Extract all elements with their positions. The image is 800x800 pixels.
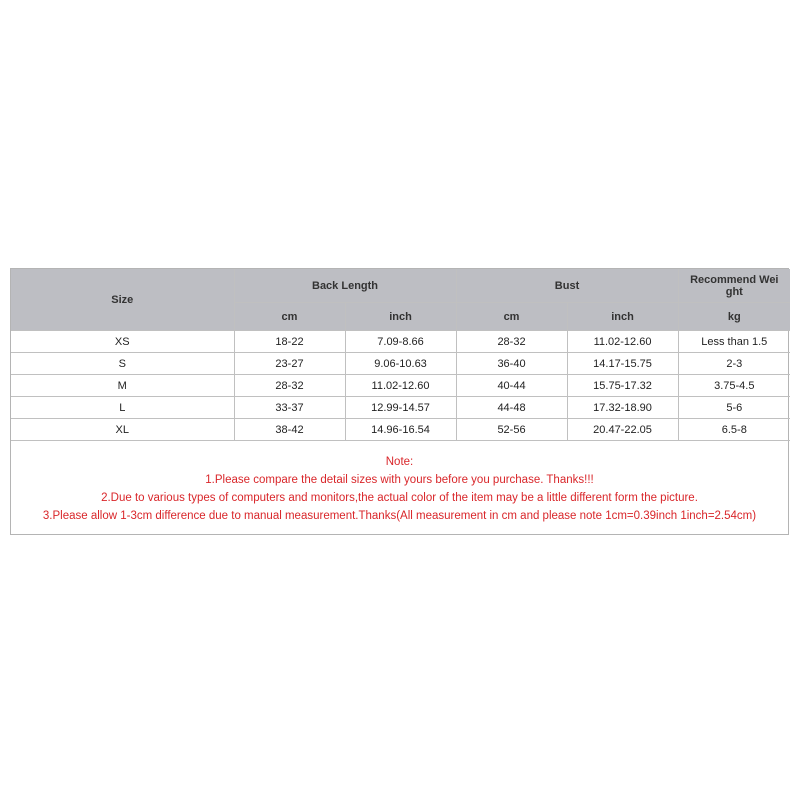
- back-cm-cell: 23-27: [234, 353, 345, 375]
- size-cell: L: [11, 397, 234, 419]
- bust-cm-cell: 28-32: [456, 331, 567, 353]
- table-row: [11, 375, 790, 397]
- back-cm-cell: 28-32: [234, 375, 345, 397]
- note-line-1: 1.Please compare the detail sizes with yours before you purchase. Thanks!!!: [205, 474, 594, 486]
- back-inch-cell: 7.09-8.66: [345, 331, 456, 353]
- weight-cell: 5-6: [678, 397, 790, 419]
- bust-cm-cell: 52-56: [456, 419, 567, 441]
- back-length-header: Back Length: [234, 269, 456, 303]
- table-row: [11, 353, 790, 375]
- note-line-3: 3.Please allow 1-3cm difference due to manual measurement.Thanks(All measurement in cm and please note 1cm=0.39inch 1inch=2.54cm): [42, 510, 757, 522]
- recommend-weight-header: Recommend Wei ght: [678, 269, 790, 303]
- weight-cell: 2-3: [678, 353, 790, 375]
- bust-inch-cell: 14.17-15.75: [567, 353, 678, 375]
- back-cm-cell: 38-42: [234, 419, 345, 441]
- back-inch-cell: 11.02-12.60: [345, 375, 456, 397]
- back-cm-cell: 33-37: [234, 397, 345, 419]
- bust-inch-cell: 17.32-18.90: [567, 397, 678, 419]
- size-header: Size: [11, 269, 234, 331]
- back-length-inch-header: inch: [345, 303, 456, 331]
- size-cell: S: [11, 353, 234, 375]
- size-cell: M: [11, 375, 234, 397]
- bust-inch-cell: 11.02-12.60: [567, 331, 678, 353]
- bust-inch-cell: 15.75-17.32: [567, 375, 678, 397]
- bust-header: Bust: [456, 269, 678, 303]
- back-cm-cell: 18-22: [234, 331, 345, 353]
- table-row: [11, 331, 790, 353]
- notes-section: [11, 441, 788, 525]
- size-cell: XL: [11, 419, 234, 441]
- size-table: [11, 269, 790, 441]
- back-inch-cell: 9.06-10.63: [345, 353, 456, 375]
- table-row: [11, 419, 790, 441]
- note-title: Note:: [385, 456, 414, 468]
- weight-cell: 6.5-8: [678, 419, 790, 441]
- bust-cm-header: cm: [456, 303, 567, 331]
- back-length-cm-header: cm: [234, 303, 345, 331]
- back-inch-cell: 14.96-16.54: [345, 419, 456, 441]
- bust-cm-cell: 44-48: [456, 397, 567, 419]
- size-cell: XS: [11, 331, 234, 353]
- bust-cm-cell: 36-40: [456, 353, 567, 375]
- bust-cm-cell: 40-44: [456, 375, 567, 397]
- table-row: [11, 397, 790, 419]
- weight-cell: Less than 1.5: [678, 331, 790, 353]
- header-row-groups: [11, 269, 790, 303]
- weight-kg-header: kg: [678, 303, 790, 331]
- note-line-2: 2.Due to various types of computers and monitors,the actual color of the item may be a little different form the picture.: [101, 492, 698, 504]
- weight-cell: 3.75-4.5: [678, 375, 790, 397]
- back-inch-cell: 12.99-14.57: [345, 397, 456, 419]
- size-chart: [10, 268, 789, 535]
- bust-inch-header: inch: [567, 303, 678, 331]
- bust-inch-cell: 20.47-22.05: [567, 419, 678, 441]
